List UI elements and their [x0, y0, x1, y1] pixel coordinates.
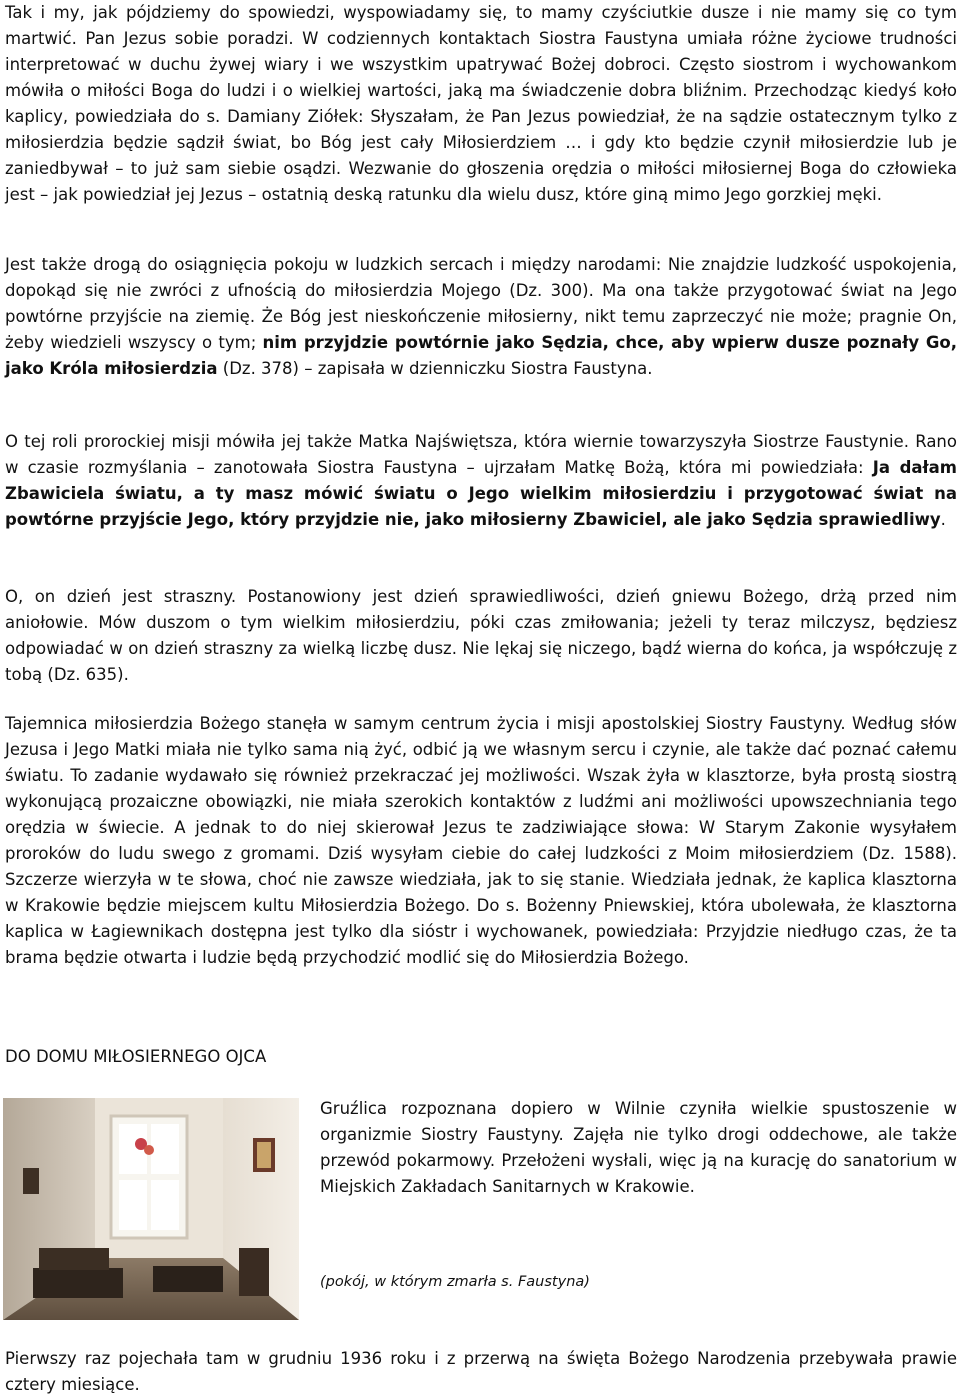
photo-caption: (pokój, w którym zmarła s. Faustyna): [320, 1274, 590, 1290]
paragraph-4: [5, 584, 957, 688]
bold-text: Ja dałam Zbawiciela światu, a ty masz mówić światu o Jego wielkim miłosierdziu i przygotować świat na powtórne przyjście Jego, który przyjdzie nie, jako miłosierny Zbawiciel, ale jako Sędzia sprawiedliwy: [5, 458, 957, 529]
text-segment: O tej roli prorockiej misji mówiła jej także Matka Najświętsza, która wiernie towarzyszyła Siostrze Faustynie. Rano w czasie rozmyślania – zanotowała Siostra Faustyna – ujrzałam Matkę Bożą, która mi powiedziała:: [5, 432, 957, 477]
paragraph-3: [5, 429, 957, 533]
paragraph-5: [5, 711, 957, 971]
text-segment: Tajemnica miłosierdzia Bożego stanęła w samym centrum życia i misji apostolskiej Siostry Faustyny. Według słów Jezusa i Jego Matki miała nie tylko sama nią żyć, odbić ją we własnym sercu i czynie, ale także dać poznać całemu światu. To zadanie wydawało się również przekraczać jej możliwości. Wszak żyła w klasztorze, była prostą siostrą wykonującą prozaiczne obowiązki, nie miała szerokich kontaktów z ludźmi ani możliwości upowszechniania tego orędzia w świecie. A jednak to do niej skierował Jezus te zadziwiające słowa: W Starym Zakonie wysyłałem proroków do ludu swego z gromami. Dziś wysyłam ciebie do całej ludzkości z Moim miłosierdziem (Dz. 1588). Szczerze wierzyła w te słowa, choć nie zawsze wiedziała, jak to się stanie. Wiedziała jednak, że kaplica klasztorna w Krakowie będzie miejscem kultu Miłosierdzia Bożego. Do s. Bożenny Pniewskiej, która ubolewała, że klasztorna kaplica w Łagiewnikach dostępna jest tylko dla sióstr i wychowanek, powiedziała: Przyjdzie niedługo czas, że ta brama będzie otwarta i ludzie będą przychodzić modlić się do Miłosierdzia Bożego.: [5, 714, 957, 967]
bold-text: nim przyjdzie powtórnie jako Sędzia, chce, aby wpierw dusze poznały Go, jako Króla miłosierdzia: [5, 333, 957, 378]
text-segment: .: [940, 510, 946, 529]
paragraph-1: [5, 0, 957, 208]
room-photo: [3, 1098, 299, 1320]
text-segment: (Dz. 378) – zapisała w dzienniczku Siostra Faustyna.: [217, 359, 653, 378]
side-paragraph: Gruźlica rozpoznana dopiero w Wilnie czyniła wielkie spustoszenie w organizmie Siostry Faustyny. Zajęła nie tylko drogi oddechowe, ale także przewód pokarmowy. Przełożeni wysłali, więc ją na kurację do sanatorium w Miejskich Zakładach Sanitarnych w Krakowie.: [320, 1099, 957, 1196]
text-segment: O, on dzień jest straszny. Postanowiony jest dzień sprawiedliwości, dzień gniewu Bożego, drżą przed nim aniołowie. Mów duszom o tym wielkim miłosierdziu, póki czas zmiłowania; jeżeli ty teraz milczysz, będziesz odpowiadać w on dzień straszny za wielką liczbę dusz. Nie lękaj się niczego, bądź wierna do końca, ja współczuję z tobą (Dz. 635).: [5, 587, 957, 684]
paragraph-2: [5, 252, 957, 382]
text-segment: Jest także drogą do osiągnięcia pokoju w ludzkich sercach i między narodami: Nie znajdzie ludzkość uspokojenia, dopokąd się nie zwróci z ufnością do miłosierdzia Mojego (Dz. 300). Ma ona także przygotować świat na Jego powtórne przyjście na ziemię. Że Bóg jest nieskończenie miłosierny, nikt temu zaprzeczyć nie może; pragnie On, żeby wiedzieli wszyscy o tym;: [5, 255, 957, 352]
text-segment: Tak i my, jak pójdziemy do spowiedzi, wyspowiadamy się, to mamy czyściutkie dusze i nie mamy się co tym martwić. Pan Jezus sobie poradzi. W codziennych kontaktach Siostra Faustyna umiała różne życiowe trudności interpretować w duchu żywej wiary i we wszystkim upatrywać Bożej dobroci. Często siostrom i wychowankom mówiła o miłości Boga do ludzi i o wielkiej wartości, jaką ma świadczenie dobra bliźnim. Przechodząc kiedyś koło kaplicy, powiedziała do s. Damiany Ziółek: Słyszałam, że Pan Jezus powiedział, że na sądzie ostatecznym tylko z miłosierdzia będzie sądził świat, bo Bóg jest cały Miłosierdziem … i gdy kto będzie czynił miłosierdzie lub je zaniedbywał – to już sam siebie osądzi. Wezwanie do głoszenia orędzia o miłości miłosiernej Boga do człowieka jest – jak powiedział jej Jezus – ostatnią deską ratunku dla wielu dusz, które giną mimo Jego gorzkiej męki.: [5, 3, 957, 204]
section-heading: DO DOMU MIŁOSIERNEGO OJCA: [5, 1047, 267, 1066]
last-paragraph: Pierwszy raz pojechała tam w grudniu 1936 roku i z przerwą na święta Bożego Narodzenia przebywała prawie cztery miesiące.: [5, 1349, 957, 1394]
